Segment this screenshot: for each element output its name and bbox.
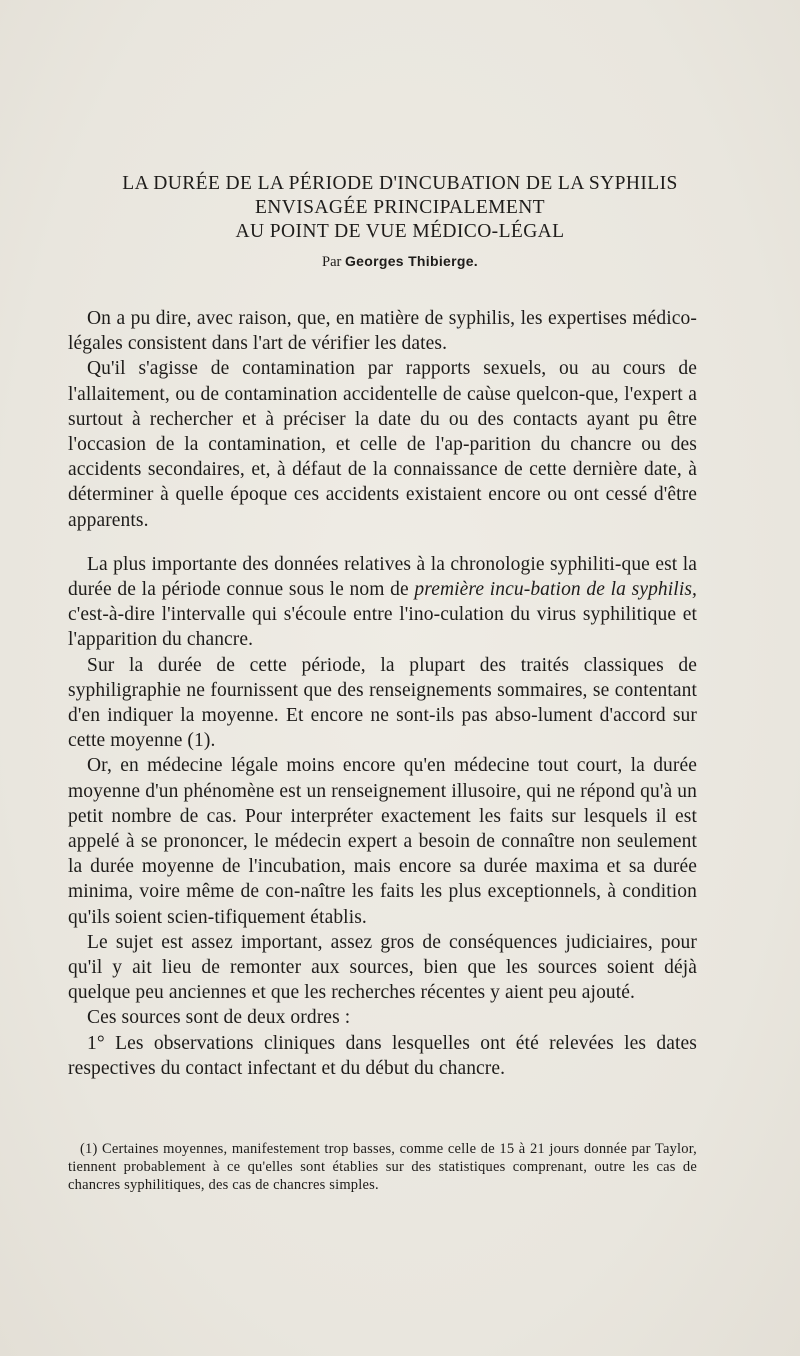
paragraph-1: On a pu dire, avec raison, que, en matière de syphilis, les expertises médico-légales consistent dans l'art de vérifier les dates. bbox=[68, 308, 697, 355]
paragraph-3-italic-term: première incu-bation de la syphilis, bbox=[414, 579, 698, 601]
article-title-line-3: AU POINT DE VUE MÉDICO-LÉGAL bbox=[235, 221, 565, 242]
paragraph-2: Qu'il s'agisse de contamination par rapports sexuels, ou au cours de l'allaitement, ou de contamination accidentelle de caùse quelcon-que, l'expert a surtout à rechercher et à préciser la date du ou des contacts ayant pu être l'occasion de la contamination, et celle de l'ap-parition du chancre ou des accidents secondaires, et, à défaut de la connaissance de cette dernière date, à déterminer à quelle époque ces accidents existaient encore ou ont cessé d'être apparents. bbox=[68, 358, 697, 531]
byline-prefix: Par bbox=[322, 254, 342, 270]
author-name: Georges Thibierge. bbox=[344, 253, 478, 269]
paragraph-8: 1° Les observations cliniques dans lesquelles ont été relevées les dates respectives du contact infectant et du début du chancre. bbox=[68, 1032, 697, 1079]
article-body bbox=[68, 306, 697, 1081]
paragraph-3-start: La plus importante des données relatives à la chronologie syphiliti-que est la durée de la période connue sous le nom de bbox=[68, 553, 697, 601]
paragraph-3 bbox=[68, 552, 697, 653]
paragraph-4: Sur la durée de cette période, la plupart des traités classiques de syphiligraphie ne fournissent que des renseignements sommaires, se contentant d'en indiquer la moyenne. Et encore ne sont-ils pas abso-lument d'accord sur cette moyenne (1). bbox=[68, 654, 697, 752]
paragraph-6: Le sujet est assez important, assez gros de conséquences judiciaires, pour qu'il y ait lieu de remonter aux sources, bien que les sources soient déjà quelque peu anciennes et que les recherches récentes y aient peu ajouté. bbox=[68, 931, 697, 1004]
paragraph-5: Or, en médecine légale moins encore qu'en médecine tout court, la durée moyenne d'un phénomène est un renseignement illusoire, qui ne répond qu'à un petit nombre de cas. Pour interpréter exactement les faits sur lesquels il est appelé à se prononcer, le médecin expert a besoin de connaître non seulement la durée moyenne de l'incubation, mais encore sa durée maxima et sa durée minima, voire même de con-naître les faits les plus exceptionnels, à condition qu'ils soient scien-tifiquement établis. bbox=[68, 755, 697, 928]
article-title-line-2: ENVISAGÉE PRINCIPALEMENT bbox=[254, 197, 545, 218]
paragraph-7: Ces sources sont de deux ordres : bbox=[87, 1007, 351, 1029]
article-header bbox=[40, 172, 760, 271]
footnote: (1) Certaines moyennes, manifestement trop basses, comme celle de 15 à 21 jours donnée par Taylor, tiennent probablement à ce qu'elles sont établies sur des statistiques comprenant, outre les cas de chancres syphilitiques, des cas de chancres simples. bbox=[68, 1141, 697, 1193]
paragraph-3-end: c'est-à-dire l'intervalle qui s'écoule entre l'ino-culation du virus syphilitique et l'apparition du chancre. bbox=[68, 604, 697, 651]
byline bbox=[40, 252, 760, 271]
article-title-line-1: LA DURÉE DE LA PÉRIODE D'INCUBATION DE LA SYPHILIS bbox=[122, 173, 678, 194]
